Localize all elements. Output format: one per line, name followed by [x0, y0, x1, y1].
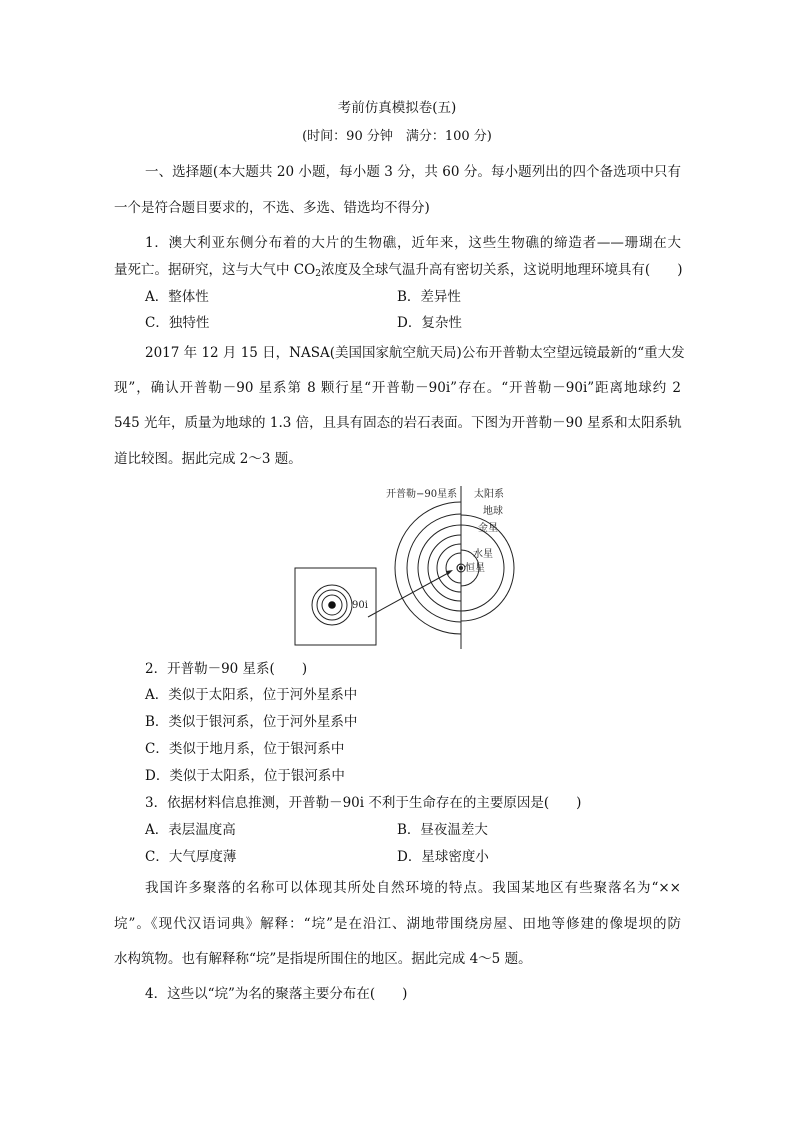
question-2-option-c[interactable]: C．类似于地月系，位于银河系中 — [145, 741, 345, 757]
question-1-stem-text-cont: 浓度及全球气温升高有密切关系，这说明地理环境具有( ) — [320, 262, 683, 278]
passage-settlement-line3: 水构筑物。也有解释称“垸”是指堤所围住的地区。据此完成 4～5 题。 — [114, 951, 532, 967]
passage-settlement-line2: 垸”。《现代汉语词典》解释：“垸”是在沿江、湖地带围绕房屋、田地等修建的像堤坝的防 — [114, 916, 681, 932]
section-instructions-line1: 一、选择题(本大题共 20 小题，每小题 3 分，共 60 分。每小题列出的四个备选项中只有 — [145, 164, 681, 180]
question-1-stem-text: 量死亡。据研究，这与大气中 CO — [114, 262, 316, 278]
label-kepler90: 开普勒−90星系 — [386, 489, 458, 500]
passage-kepler-line2: 现”，确认开普勒－90 星系第 8 颗行星“开普勒－90i”存在。“开普勒－90i”距离地球约 2 — [114, 380, 681, 396]
page-title: 考前仿真模拟卷(五) — [337, 100, 457, 116]
label-solar-system: 太阳系 — [474, 489, 504, 500]
question-3-option-b[interactable]: B．昼夜温差大 — [397, 822, 488, 838]
question-2-stem: 2．开普勒－90 星系( ) — [145, 661, 308, 677]
label-earth: 地球 — [483, 506, 503, 517]
label-90i: 90i — [352, 600, 368, 611]
pointer-line — [368, 572, 450, 617]
passage-kepler-line4: 道比较图。据此完成 2～3 题。 — [114, 451, 302, 467]
passage-kepler-line1: 2017 年 12 月 15 日，NASA(美国国家航空航天局)公布开普勒太空望远镜最新的“重大发 — [145, 345, 685, 361]
question-1-stem-line2 — [114, 261, 682, 279]
question-1-option-b[interactable]: B．差异性 — [397, 289, 461, 305]
question-1-option-a[interactable]: A．整体性 — [145, 289, 209, 305]
question-2-option-d[interactable]: D．类似于太阳系，位于银河系中 — [145, 768, 345, 784]
question-2-option-a[interactable]: A．类似于太阳系，位于河外星系中 — [145, 687, 358, 703]
question-3-option-a[interactable]: A．表层温度高 — [145, 822, 236, 838]
question-4-stem: 4．这些以“垸”为名的聚落主要分布在( ) — [145, 986, 408, 1002]
question-3-option-d[interactable]: D．星球密度小 — [397, 849, 489, 865]
question-1-option-d[interactable]: D．复杂性 — [397, 315, 462, 331]
passage-kepler-line3: 545 光年，质量为地球的 1.3 倍，且具有固态的岩石表面。下图为开普勒－90 星系和太阳系轨 — [114, 415, 682, 431]
section-instructions-line2: 一个是符合题目要求的，不选、多选、错选均不得分) — [114, 200, 430, 216]
page-subtitle: (时间：90 分钟 满分：100 分) — [302, 129, 492, 144]
zoom-star — [328, 601, 336, 609]
question-2-option-b[interactable]: B．类似于银河系，位于河外星系中 — [145, 714, 358, 730]
question-3-option-c[interactable]: C．大气厚度薄 — [145, 849, 237, 865]
label-mercury: 水星 — [473, 549, 493, 560]
question-3-stem: 3．依据材料信息推测，开普勒－90i 不利于生命存在的主要原因是( ) — [145, 795, 582, 811]
passage-settlement-line1: 我国许多聚落的名称可以体现其所处自然环境的特点。我国某地区有些聚落名为“×× — [145, 880, 681, 896]
label-venus: 金星 — [478, 523, 498, 534]
orbit-comparison-diagram — [290, 484, 540, 654]
question-1-option-c[interactable]: C．独特性 — [145, 315, 210, 331]
question-1-stem-line1: 1．澳大利亚东侧分布着的大片的生物礁，近年来，这些生物礁的缔造者——珊瑚在大 — [145, 235, 681, 251]
question-1-stem-subscript: 2 — [315, 269, 321, 279]
label-star: 恒星 — [465, 563, 485, 574]
